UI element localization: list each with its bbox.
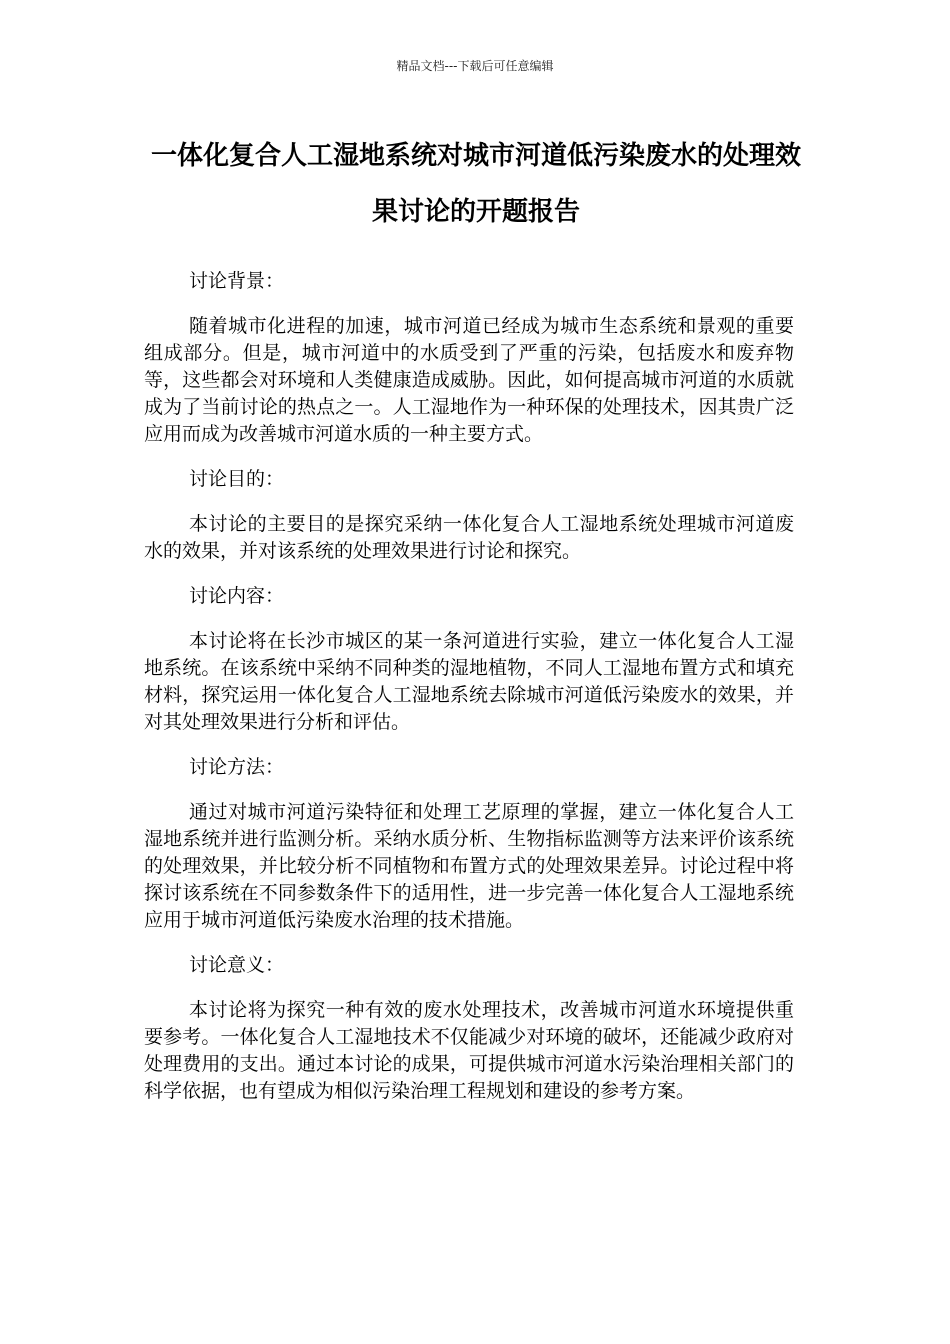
section-heading-content: 讨论内容：	[189, 585, 285, 607]
section-heading-method: 讨论方法：	[189, 756, 285, 778]
document-body	[144, 268, 794, 1123]
section-heading-purpose: 讨论目的：	[189, 468, 285, 490]
header-note: 精品文档---下载后可任意编辑	[396, 59, 554, 73]
section-paragraph-content: 本讨论将在长沙市城区的某一条河道进行实验，建立一体化复合人工湿地系统。在该系统中采纳不同种类的湿地植物，不同人工湿地布置方式和填充材料，探究运用一体化复合人工湿地系统去除城市河道低污染废水的效果，并对其处理效果进行分析和评估。	[144, 630, 794, 733]
document-title: 一体化复合人工湿地系统对城市河道低污染废水的处理效果讨论的开题报告	[150, 141, 801, 227]
section-paragraph-purpose: 本讨论的主要目的是探究采纳一体化复合人工湿地系统处理城市河道废水的效果，并对该系统的处理效果进行讨论和探究。	[144, 513, 794, 562]
section-paragraph-background: 随着城市化进程的加速，城市河道已经成为城市生态系统和景观的重要组成部分。但是，城市河道中的水质受到了严重的污染，包括废水和废弃物等，这些都会对环境和人类健康造成威胁。因此，如何提高城市河道的水质就成为了当前讨论的热点之一。人工湿地作为一种环保的处理技术，因其贵广泛应用而成为改善城市河道水质的一种主要方式。	[144, 315, 794, 445]
section-heading-background: 讨论背景：	[189, 270, 285, 292]
section-paragraph-method: 通过对城市河道污染特征和处理工艺原理的掌握，建立一体化复合人工湿地系统并进行监测分析。采纳水质分析、生物指标监测等方法来评价该系统的处理效果，并比较分析不同植物和布置方式的处理效果差异。讨论过程中将探讨该系统在不同参数条件下的适用性，进一步完善一体化复合人工湿地系统应用于城市河道低污染废水治理的技术措施。	[144, 801, 794, 931]
section-heading-significance: 讨论意义：	[189, 954, 285, 976]
section-paragraph-significance: 本讨论将为探究一种有效的废水处理技术，改善城市河道水环境提供重要参考。一体化复合人工湿地技术不仅能减少对环境的破坏，还能减少政府对处理费用的支出。通过本讨论的成果，可提供城市河道水污染治理相关部门的科学依据，也有望成为相似污染治理工程规划和建设的参考方案。	[144, 999, 794, 1102]
